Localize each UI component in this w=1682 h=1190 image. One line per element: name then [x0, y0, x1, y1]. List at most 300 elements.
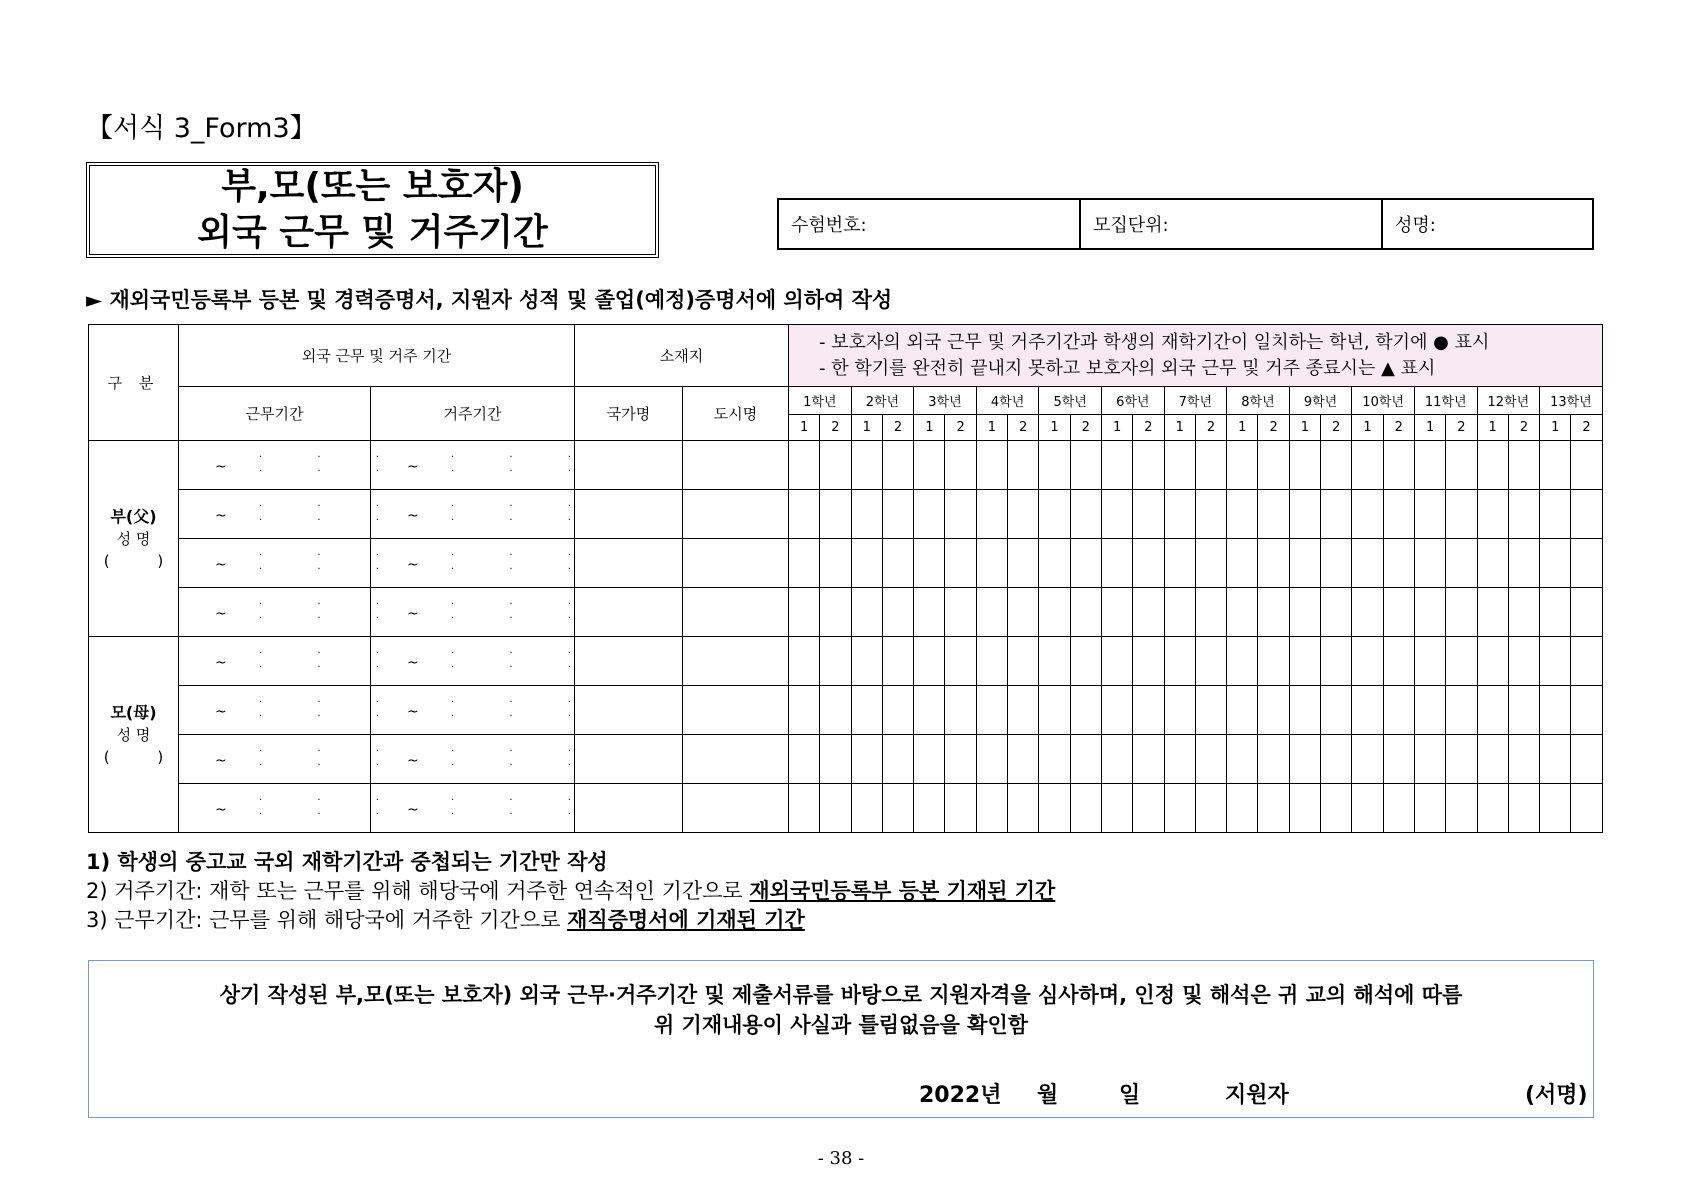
tilde-separator: ~: [215, 704, 227, 720]
semester-mark-cell[interactable]: [1258, 686, 1289, 735]
semester-mark-cell[interactable]: [1508, 588, 1539, 637]
semester-mark-cell[interactable]: [1227, 490, 1258, 539]
semester-header: 2: [1383, 415, 1414, 441]
tilde-separator: ~: [215, 655, 227, 671]
semester-mark-cell[interactable]: [1321, 539, 1352, 588]
applicant-id-table: [777, 198, 1594, 250]
semester-mark-cell[interactable]: [914, 784, 945, 833]
father-residence-period-cell[interactable]: [371, 441, 597, 490]
semester-mark-cell[interactable]: [1164, 539, 1195, 588]
semester-mark-cell[interactable]: [1477, 490, 1508, 539]
semester-mark-cell[interactable]: [789, 539, 820, 588]
semester-mark-cell[interactable]: [1321, 637, 1352, 686]
semester-mark-cell[interactable]: [1070, 735, 1101, 784]
mother-label: 모(母): [110, 702, 157, 722]
semester-mark-cell[interactable]: [1008, 490, 1039, 539]
semester-mark-cell[interactable]: [1477, 441, 1508, 490]
semester-mark-cell[interactable]: [1227, 441, 1258, 490]
semester-mark-cell[interactable]: [851, 539, 882, 588]
semester-mark-cell[interactable]: [1571, 735, 1602, 784]
semester-mark-cell[interactable]: [1352, 686, 1383, 735]
semester-mark-cell[interactable]: [945, 490, 976, 539]
semester-mark-cell[interactable]: [1414, 441, 1445, 490]
semester-mark-cell[interactable]: [1164, 637, 1195, 686]
semester-mark-cell[interactable]: [1571, 441, 1602, 490]
semester-header: 1: [851, 415, 882, 441]
semester-mark-cell[interactable]: [1070, 490, 1101, 539]
semester-mark-cell[interactable]: [1508, 735, 1539, 784]
semester-mark-cell[interactable]: [789, 784, 820, 833]
semester-mark-cell[interactable]: [1133, 735, 1164, 784]
father-work-period-cell[interactable]: [179, 490, 405, 539]
semester-mark-cell[interactable]: [820, 735, 851, 784]
semester-mark-cell[interactable]: [1008, 637, 1039, 686]
semester-mark-cell[interactable]: [1008, 441, 1039, 490]
semester-mark-cell[interactable]: [1195, 686, 1226, 735]
semester-mark-cell[interactable]: [1446, 539, 1477, 588]
semester-mark-cell[interactable]: [1446, 686, 1477, 735]
semester-mark-cell[interactable]: [1477, 784, 1508, 833]
semester-mark-cell[interactable]: [1258, 539, 1289, 588]
semester-mark-cell[interactable]: [1039, 490, 1070, 539]
mother-residence-period-cell[interactable]: [371, 637, 597, 686]
semester-mark-cell[interactable]: [1070, 637, 1101, 686]
semester-header: 2: [1008, 415, 1039, 441]
semester-mark-cell[interactable]: [1039, 686, 1070, 735]
semester-mark-cell[interactable]: [1414, 735, 1445, 784]
semester-mark-cell[interactable]: [1195, 637, 1226, 686]
semester-mark-cell[interactable]: [1477, 686, 1508, 735]
semester-mark-cell[interactable]: [1008, 784, 1039, 833]
semester-mark-cell[interactable]: [1540, 588, 1571, 637]
semester-mark-cell[interactable]: [1195, 490, 1226, 539]
semester-mark-cell[interactable]: [914, 539, 945, 588]
semester-mark-cell[interactable]: [789, 637, 820, 686]
note-1: 1) 학생의 중고교 국외 재학기간과 중첩되는 기간만 작성: [86, 850, 608, 874]
semester-mark-cell[interactable]: [976, 637, 1007, 686]
semester-mark-cell[interactable]: [1164, 588, 1195, 637]
father-country-cell[interactable]: [575, 588, 683, 637]
semester-mark-cell[interactable]: [1289, 784, 1320, 833]
name-field[interactable]: 성명:: [1395, 215, 1436, 236]
date-dots: · · · · · ·: [451, 795, 597, 820]
mother-residence-period-cell[interactable]: [371, 784, 597, 833]
semester-mark-cell[interactable]: [1321, 490, 1352, 539]
semester-mark-cell[interactable]: [1101, 637, 1132, 686]
mother-city-cell[interactable]: [683, 784, 789, 833]
semester-mark-cell[interactable]: [1540, 735, 1571, 784]
note-2: 2) 거주기간: 재학 또는 근무를 위해 해당국에 거주한 연속적인 기간으로 재외국민등록부 등본 기재된 기간: [86, 879, 1056, 903]
semester-mark-cell[interactable]: [1164, 735, 1195, 784]
semester-mark-cell[interactable]: [945, 735, 976, 784]
semester-mark-cell[interactable]: [1446, 637, 1477, 686]
grade-header: 11학년: [1414, 387, 1477, 415]
semester-mark-cell[interactable]: [851, 735, 882, 784]
grade-header: 10학년: [1352, 387, 1415, 415]
semester-mark-cell[interactable]: [1383, 441, 1414, 490]
semester-mark-cell[interactable]: [851, 441, 882, 490]
mother-work-period-cell[interactable]: [179, 686, 405, 735]
semester-mark-cell[interactable]: [1352, 588, 1383, 637]
semester-mark-cell[interactable]: [820, 490, 851, 539]
semester-mark-cell[interactable]: [1571, 588, 1602, 637]
semester-mark-cell[interactable]: [1446, 441, 1477, 490]
semester-mark-cell[interactable]: [914, 735, 945, 784]
date-dots: · · · · · ·: [259, 746, 405, 771]
semester-mark-cell[interactable]: [1227, 588, 1258, 637]
semester-mark-cell[interactable]: [1383, 588, 1414, 637]
semester-mark-cell[interactable]: [1258, 784, 1289, 833]
semester-mark-cell[interactable]: [1195, 441, 1226, 490]
semester-mark-cell[interactable]: [914, 490, 945, 539]
semester-header: 1: [789, 415, 820, 441]
semester-mark-cell[interactable]: [789, 735, 820, 784]
date-dots: · · · · · ·: [259, 501, 405, 526]
country-header: 국가명: [575, 387, 683, 441]
semester-mark-cell[interactable]: [820, 784, 851, 833]
mother-country-cell[interactable]: [575, 637, 683, 686]
semester-mark-cell[interactable]: [882, 588, 913, 637]
applicant-label: 지원자: [1225, 1083, 1289, 1108]
semester-mark-cell[interactable]: [1446, 588, 1477, 637]
semester-mark-cell[interactable]: [1195, 539, 1226, 588]
semester-mark-cell[interactable]: [1039, 637, 1070, 686]
mother-country-cell[interactable]: [575, 686, 683, 735]
date-dots: · · · · · ·: [259, 599, 405, 624]
semester-mark-cell[interactable]: [1477, 539, 1508, 588]
semester-mark-cell[interactable]: [1164, 784, 1195, 833]
semester-mark-cell[interactable]: [1070, 441, 1101, 490]
semester-mark-cell[interactable]: [1477, 637, 1508, 686]
semester-mark-cell[interactable]: [1227, 735, 1258, 784]
father-city-cell[interactable]: [683, 588, 789, 637]
tilde-separator: ~: [407, 557, 419, 573]
grade-header: 1학년: [789, 387, 852, 415]
semester-mark-cell[interactable]: [1070, 784, 1101, 833]
semester-mark-cell[interactable]: [1133, 490, 1164, 539]
semester-mark-cell[interactable]: [1571, 784, 1602, 833]
semester-header: 1: [1352, 415, 1383, 441]
semester-mark-cell[interactable]: [976, 588, 1007, 637]
semester-mark-cell[interactable]: [1101, 588, 1132, 637]
father-country-cell[interactable]: [575, 441, 683, 490]
semester-mark-cell[interactable]: [1383, 637, 1414, 686]
date-dots: · · · · · ·: [259, 795, 405, 820]
semester-mark-cell[interactable]: [1133, 784, 1164, 833]
semester-mark-cell[interactable]: [1008, 539, 1039, 588]
semester-mark-cell[interactable]: [1258, 588, 1289, 637]
mother-work-period-cell[interactable]: [179, 735, 405, 784]
semester-mark-cell[interactable]: [1101, 735, 1132, 784]
semester-mark-cell[interactable]: [1321, 588, 1352, 637]
semester-mark-cell[interactable]: [820, 588, 851, 637]
semester-mark-cell[interactable]: [1227, 539, 1258, 588]
semester-mark-cell[interactable]: [851, 784, 882, 833]
semester-mark-cell[interactable]: [1195, 588, 1226, 637]
semester-mark-cell[interactable]: [1070, 539, 1101, 588]
semester-mark-cell[interactable]: [1508, 539, 1539, 588]
semester-mark-cell[interactable]: [1540, 784, 1571, 833]
confirm-statement: 상기 작성된 부,모(또는 보호자) 외국 근무·거주기간 및 제출서류를 바탕으로 지원자격을 심사하며, 인정 및 해석은 귀 교의 해석에 따름: [219, 983, 1463, 1007]
father-work-period-cell[interactable]: [179, 441, 405, 490]
semester-mark-cell[interactable]: [1039, 539, 1070, 588]
semester-mark-cell[interactable]: [914, 686, 945, 735]
date-dots: · · · · · ·: [259, 648, 405, 673]
semester-mark-cell[interactable]: [1133, 686, 1164, 735]
semester-mark-cell[interactable]: [914, 441, 945, 490]
semester-mark-cell[interactable]: [1289, 637, 1320, 686]
semester-mark-cell[interactable]: [1352, 637, 1383, 686]
semester-mark-cell[interactable]: [1414, 637, 1445, 686]
semester-mark-cell[interactable]: [1540, 490, 1571, 539]
semester-mark-cell[interactable]: [945, 441, 976, 490]
semester-mark-cell[interactable]: [1039, 441, 1070, 490]
semester-mark-cell[interactable]: [1133, 539, 1164, 588]
father-work-period-cell[interactable]: [179, 588, 405, 637]
semester-mark-cell[interactable]: [1352, 441, 1383, 490]
father-country-cell[interactable]: [575, 539, 683, 588]
semester-mark-cell[interactable]: [1101, 539, 1132, 588]
semester-mark-cell[interactable]: [1571, 539, 1602, 588]
semester-mark-cell[interactable]: [1383, 686, 1414, 735]
semester-mark-cell[interactable]: [1227, 637, 1258, 686]
date-dots: · · · · · ·: [451, 648, 597, 673]
semester-mark-cell[interactable]: [1289, 735, 1320, 784]
semester-mark-cell[interactable]: [1477, 735, 1508, 784]
semester-mark-cell[interactable]: [820, 441, 851, 490]
semester-mark-cell[interactable]: [976, 686, 1007, 735]
semester-mark-cell[interactable]: [1540, 441, 1571, 490]
semester-mark-cell[interactable]: [1321, 735, 1352, 784]
semester-mark-cell[interactable]: [945, 637, 976, 686]
father-work-period-cell[interactable]: [179, 539, 405, 588]
mother-name-cell[interactable]: [89, 637, 179, 833]
semester-mark-cell[interactable]: [1101, 441, 1132, 490]
mother-residence-period-cell[interactable]: [371, 686, 597, 735]
semester-mark-cell[interactable]: [1414, 686, 1445, 735]
semester-mark-cell[interactable]: [1508, 490, 1539, 539]
semester-mark-cell[interactable]: [1321, 784, 1352, 833]
confirm-year: 2022년: [919, 1083, 1002, 1108]
semester-mark-cell[interactable]: [789, 441, 820, 490]
semester-mark-cell[interactable]: [882, 637, 913, 686]
semester-header: 1: [1289, 415, 1320, 441]
semester-mark-cell[interactable]: [976, 784, 1007, 833]
semester-mark-cell[interactable]: [1289, 539, 1320, 588]
semester-mark-cell[interactable]: [789, 686, 820, 735]
semester-mark-cell[interactable]: [1477, 588, 1508, 637]
semester-mark-cell[interactable]: [1101, 686, 1132, 735]
semester-mark-cell[interactable]: [1133, 637, 1164, 686]
semester-mark-cell[interactable]: [1383, 490, 1414, 539]
semester-mark-cell[interactable]: [1039, 735, 1070, 784]
semester-mark-cell[interactable]: [914, 588, 945, 637]
semester-mark-cell[interactable]: [851, 686, 882, 735]
semester-mark-cell[interactable]: [1414, 588, 1445, 637]
semester-mark-cell[interactable]: [976, 735, 1007, 784]
note-3: 3) 근무기간: 근무를 위해 해당국에 거주한 기간으로 재직증명서에 기재된 기간: [86, 908, 805, 932]
semester-mark-cell[interactable]: [789, 588, 820, 637]
tilde-separator: ~: [215, 802, 227, 818]
semester-mark-cell[interactable]: [1101, 784, 1132, 833]
semester-header: 2: [882, 415, 913, 441]
semester-mark-cell[interactable]: [882, 539, 913, 588]
mother-city-cell[interactable]: [683, 735, 789, 784]
semester-mark-cell[interactable]: [1195, 735, 1226, 784]
semester-mark-cell[interactable]: [1540, 539, 1571, 588]
semester-mark-cell[interactable]: [1258, 735, 1289, 784]
recruit-unit-field[interactable]: 모집단위:: [1081, 200, 1383, 248]
semester-mark-cell[interactable]: [1289, 686, 1320, 735]
semester-header: 2: [1133, 415, 1164, 441]
page-number: - 38 -: [817, 1148, 865, 1169]
semester-header: 2: [1070, 415, 1101, 441]
mother-residence-period-cell[interactable]: [371, 735, 597, 784]
mother-country-cell[interactable]: [575, 784, 683, 833]
semester-mark-cell[interactable]: [1008, 588, 1039, 637]
mother-work-period-cell[interactable]: [179, 784, 405, 833]
semester-mark-cell[interactable]: [851, 490, 882, 539]
semester-mark-cell[interactable]: [1446, 784, 1477, 833]
semester-mark-cell[interactable]: [1258, 490, 1289, 539]
tilde-separator: ~: [407, 802, 419, 818]
confirm-day[interactable]: 일: [1119, 1083, 1141, 1108]
mother-work-period-cell[interactable]: [179, 637, 405, 686]
grade-header: 9학년: [1289, 387, 1352, 415]
exam-number-field[interactable]: 수험번호:: [779, 200, 1081, 248]
semester-mark-cell[interactable]: [1227, 784, 1258, 833]
semester-mark-cell[interactable]: [1571, 637, 1602, 686]
semester-mark-cell[interactable]: [1164, 686, 1195, 735]
semester-mark-cell[interactable]: [1289, 490, 1320, 539]
semester-mark-cell[interactable]: [882, 735, 913, 784]
semester-mark-cell[interactable]: [1258, 441, 1289, 490]
father-residence-period-cell[interactable]: [371, 539, 597, 588]
date-dots: · · · · · ·: [451, 599, 597, 624]
father-residence-period-cell[interactable]: [371, 490, 597, 539]
semester-mark-cell[interactable]: [1508, 441, 1539, 490]
semester-mark-cell[interactable]: [1227, 686, 1258, 735]
location-group-header: 소재지: [575, 325, 789, 387]
confirm-month[interactable]: 월: [1037, 1083, 1059, 1108]
semester-mark-cell[interactable]: [945, 588, 976, 637]
semester-mark-cell[interactable]: [1195, 784, 1226, 833]
semester-mark-cell[interactable]: [820, 686, 851, 735]
semester-mark-cell[interactable]: [1070, 588, 1101, 637]
semester-mark-cell[interactable]: [1039, 784, 1070, 833]
father-residence-period-cell[interactable]: [371, 588, 597, 637]
semester-mark-cell[interactable]: [1508, 686, 1539, 735]
semester-mark-cell[interactable]: [1352, 539, 1383, 588]
semester-mark-cell[interactable]: [1352, 490, 1383, 539]
semester-mark-cell[interactable]: [789, 490, 820, 539]
semester-mark-cell[interactable]: [1540, 686, 1571, 735]
semester-mark-cell[interactable]: [1321, 686, 1352, 735]
semester-mark-cell[interactable]: [882, 686, 913, 735]
signature-field[interactable]: (서명): [1525, 1083, 1588, 1108]
tilde-separator: ~: [407, 606, 419, 622]
semester-mark-cell[interactable]: [1070, 686, 1101, 735]
semester-mark-cell[interactable]: [1164, 490, 1195, 539]
father-name-cell[interactable]: [89, 441, 179, 637]
semester-mark-cell[interactable]: [1383, 735, 1414, 784]
semester-mark-cell[interactable]: [1321, 441, 1352, 490]
semester-mark-cell[interactable]: [851, 588, 882, 637]
semester-mark-cell[interactable]: [976, 490, 1007, 539]
semester-mark-cell[interactable]: [1039, 588, 1070, 637]
semester-mark-cell[interactable]: [976, 441, 1007, 490]
grade-header: 7학년: [1164, 387, 1227, 415]
semester-mark-cell[interactable]: [1101, 490, 1132, 539]
semester-mark-cell[interactable]: [1446, 490, 1477, 539]
semester-mark-cell[interactable]: [1008, 735, 1039, 784]
semester-mark-cell[interactable]: [1383, 784, 1414, 833]
semester-mark-cell[interactable]: [882, 784, 913, 833]
grade-header: 4학년: [976, 387, 1039, 415]
tilde-separator: ~: [407, 508, 419, 524]
father-country-cell[interactable]: [575, 490, 683, 539]
mother-country-cell[interactable]: [575, 735, 683, 784]
semester-mark-cell[interactable]: [1289, 588, 1320, 637]
semester-mark-cell[interactable]: [1571, 490, 1602, 539]
semester-mark-cell[interactable]: [1571, 686, 1602, 735]
semester-mark-cell[interactable]: [820, 539, 851, 588]
tilde-separator: ~: [407, 753, 419, 769]
father-city-cell[interactable]: [683, 490, 789, 539]
semester-mark-cell[interactable]: [1508, 784, 1539, 833]
semester-mark-cell[interactable]: [1289, 441, 1320, 490]
semester-mark-cell[interactable]: [1446, 735, 1477, 784]
semester-mark-cell[interactable]: [820, 637, 851, 686]
tilde-separator: ~: [407, 704, 419, 720]
semester-mark-cell[interactable]: [1352, 735, 1383, 784]
father-city-cell[interactable]: [683, 539, 789, 588]
father-city-cell[interactable]: [683, 441, 789, 490]
semester-mark-cell[interactable]: [1508, 637, 1539, 686]
semester-mark-cell[interactable]: [945, 686, 976, 735]
semester-mark-cell[interactable]: [1164, 441, 1195, 490]
semester-mark-cell[interactable]: [976, 539, 1007, 588]
semester-mark-cell[interactable]: [882, 441, 913, 490]
date-dots: · · · · · ·: [451, 550, 597, 575]
mother-city-cell[interactable]: [683, 637, 789, 686]
semester-mark-cell[interactable]: [1540, 637, 1571, 686]
semester-mark-cell[interactable]: [882, 490, 913, 539]
mother-city-cell[interactable]: [683, 686, 789, 735]
semester-mark-cell[interactable]: [1352, 784, 1383, 833]
semester-mark-cell[interactable]: [945, 784, 976, 833]
semester-mark-cell[interactable]: [914, 637, 945, 686]
semester-mark-cell[interactable]: [1258, 637, 1289, 686]
semester-mark-cell[interactable]: [851, 637, 882, 686]
semester-mark-cell[interactable]: [1008, 686, 1039, 735]
marking-note-circle: - 보호자의 외국 근무 및 거주기간과 학생의 재학기간이 일치하는 학년, 학기에 ● 표시: [819, 331, 1490, 353]
semester-mark-cell[interactable]: [1383, 539, 1414, 588]
semester-mark-cell[interactable]: [945, 539, 976, 588]
marking-note-triangle: - 한 학기를 완전히 끝내지 못하고 보호자의 외국 근무 및 거주 종료시는 ▲ 표시: [819, 357, 1436, 379]
semester-mark-cell[interactable]: [1414, 490, 1445, 539]
semester-mark-cell[interactable]: [1133, 441, 1164, 490]
mother-paren: ( ): [103, 747, 164, 766]
date-dots: · · · · · ·: [259, 697, 405, 722]
semester-header: 1: [1477, 415, 1508, 441]
form-title-box: [86, 162, 659, 258]
semester-mark-cell[interactable]: [1133, 588, 1164, 637]
semester-mark-cell[interactable]: [1414, 539, 1445, 588]
semester-mark-cell[interactable]: [1414, 784, 1445, 833]
period-group-header: 외국 근무 및 거주 기간: [179, 325, 575, 387]
date-dots: · · · · · ·: [451, 452, 597, 477]
